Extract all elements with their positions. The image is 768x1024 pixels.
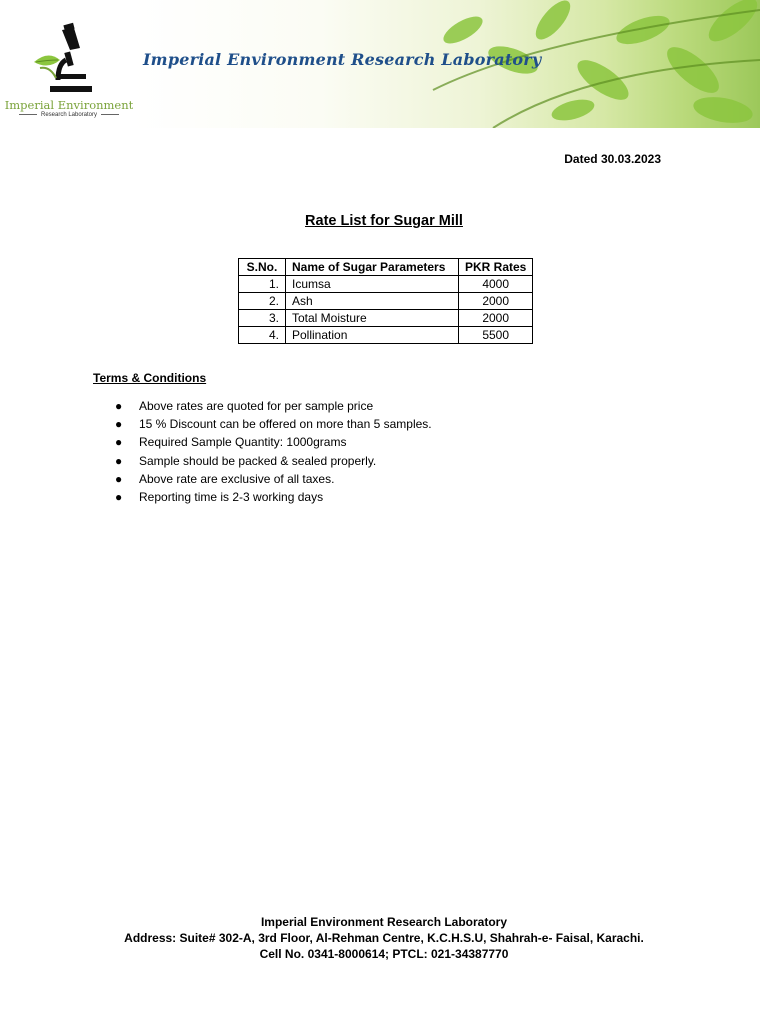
terms-heading: Terms & Conditions [93, 371, 207, 385]
logo [0, 0, 133, 128]
parameter-cell: Icumsa [286, 276, 459, 293]
logo-subtitle: Research Laboratory [0, 112, 138, 118]
footer-address: Address: Suite# 302-A, 3rd Floor, Al-Rehman Centre, K.C.H.S.U, Shahrah-e- Faisal, Karachi. [124, 931, 644, 945]
parameter-cell: Ash [286, 293, 459, 310]
parameter-cell: Pollination [286, 327, 459, 344]
column-header: PKR Rates [459, 259, 533, 276]
letterhead [0, 0, 760, 130]
footer-lab-name: Imperial Environment Research Laboratory [260, 915, 508, 929]
terms-list [93, 397, 432, 506]
bullet-icon: ● [115, 435, 123, 450]
list-item [93, 433, 432, 451]
table-row [239, 327, 533, 344]
table-row [239, 276, 533, 293]
rate-table [238, 258, 533, 344]
list-item [93, 415, 432, 433]
bullet-icon: ● [115, 471, 123, 486]
table-header-row [239, 259, 533, 276]
list-item [93, 470, 432, 488]
term-text: Sample should be packed & sealed properly. [139, 453, 377, 468]
list-item [93, 488, 432, 506]
list-item [93, 452, 432, 470]
parameter-cell: Total Moisture [286, 310, 459, 327]
term-text: Reporting time is 2-3 working days [139, 489, 324, 504]
term-text: 15 % Discount can be offered on more than 5 samples. [139, 417, 432, 432]
term-text: Above rates are quoted for per sample price [139, 399, 374, 413]
lab-title: Imperial Environment Research Laboratory [143, 50, 542, 69]
table-row [239, 310, 533, 327]
rate-cell: 2000 [459, 310, 533, 327]
serial-cell: 4. [239, 327, 286, 344]
footer [0, 914, 768, 962]
column-header: Name of Sugar Parameters [286, 259, 459, 276]
microscope-leaf-icon [0, 0, 133, 100]
table-row [239, 293, 533, 310]
list-item [93, 397, 432, 415]
bullet-icon: ● [115, 417, 123, 432]
column-header: S.No. [239, 259, 286, 276]
serial-cell: 1. [239, 276, 286, 293]
rate-cell: 5500 [459, 327, 533, 344]
serial-cell: 3. [239, 310, 286, 327]
footer-contact: Cell No. 0341-8000614; PTCL: 021-34387770 [259, 947, 509, 961]
bullet-icon: ● [115, 399, 123, 413]
rate-cell: 4000 [459, 276, 533, 293]
page-title: Rate List for Sugar Mill [305, 213, 463, 229]
logo-name: Imperial Environment [4, 98, 134, 112]
leaf-banner [133, 0, 760, 128]
serial-cell: 2. [239, 293, 286, 310]
bullet-icon: ● [115, 453, 123, 468]
term-text: Required Sample Quantity: 1000grams [139, 435, 347, 450]
term-text: Above rate are exclusive of all taxes. [139, 471, 335, 486]
document-date: Dated 30.03.2023 [564, 152, 661, 166]
bullet-icon: ● [115, 489, 123, 504]
rate-cell: 2000 [459, 293, 533, 310]
